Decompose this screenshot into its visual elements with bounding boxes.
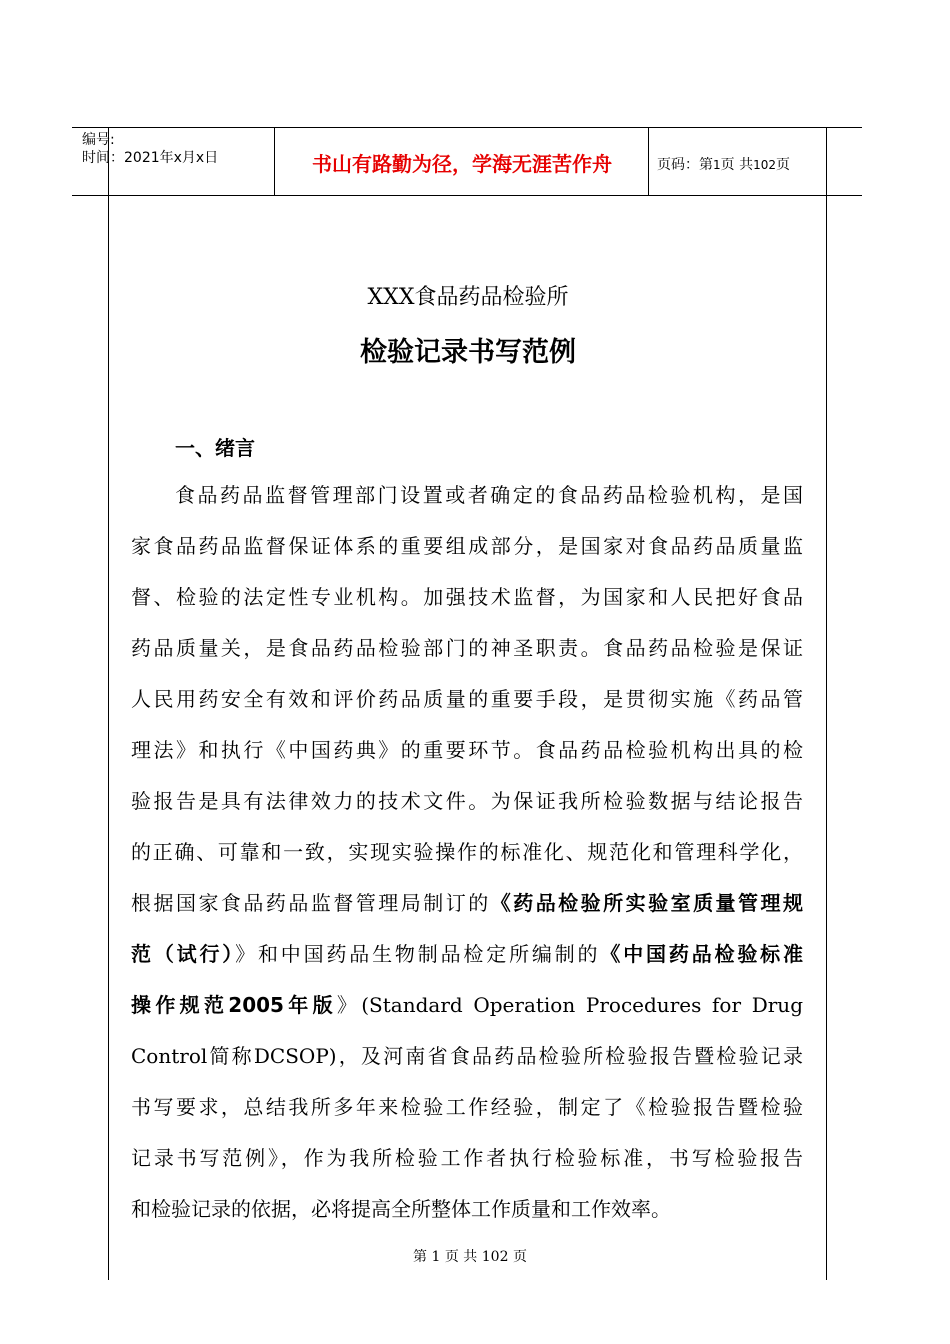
page-info-mid: 页 共 bbox=[720, 157, 754, 173]
body-line-1: 食品药品监督管理部门设置或者确定的食品药品检验机构，是国 bbox=[175, 483, 803, 507]
body-line-9 bbox=[131, 888, 803, 918]
document-number-label: 编号: bbox=[82, 132, 115, 148]
body-line-5: 人民用药安全有效和评价药品质量的重要手段，是贯彻实施《药品管 bbox=[131, 687, 803, 711]
document-date: 时间：2021年x月x日 bbox=[82, 150, 219, 166]
page-info-total: 102 bbox=[753, 158, 776, 172]
header-divider-left bbox=[274, 127, 275, 195]
header-bottom-rule bbox=[72, 195, 862, 196]
header-page-info bbox=[657, 154, 790, 174]
section-heading: 一、绪言 bbox=[175, 436, 255, 460]
body-line-9-text: 根据国家食品药品监督管理局制订的 bbox=[131, 891, 491, 915]
footer-current-page: 1 bbox=[431, 1249, 441, 1265]
body-line-10-bold-b: 《中国药品检验标准 bbox=[600, 942, 804, 966]
footer-suffix: 页 bbox=[512, 1249, 527, 1265]
footer-total-pages: 102 bbox=[481, 1249, 509, 1265]
header-motto: 书山有路勤为径，学海无涯苦作舟 bbox=[312, 152, 612, 176]
body-line-7: 验报告是具有法律效力的技术文件。为保证我所检验数据与结论报告 bbox=[131, 789, 803, 813]
body-line-3: 督、检验的法定性专业机构。加强技术监督，为国家和人民把好食品 bbox=[131, 585, 803, 609]
footer-prefix: 第 bbox=[413, 1249, 428, 1265]
page-info-current: 1 bbox=[713, 158, 721, 172]
body-line-11 bbox=[131, 990, 803, 1020]
header-divider-right bbox=[648, 127, 649, 195]
document-title: 检验记录书写范例 bbox=[360, 337, 576, 368]
body-line-10-text: 》和中国药品生物制品检定所编制的 bbox=[235, 942, 601, 966]
page-footer bbox=[0, 1246, 940, 1266]
page-info-suffix: 页 bbox=[776, 157, 790, 173]
page-frame-left bbox=[108, 127, 109, 1280]
body-line-10 bbox=[131, 939, 803, 969]
body-line-9-bold: 《药品检验所实验室质量管理规 bbox=[490, 891, 804, 915]
header-top-rule bbox=[72, 127, 862, 128]
body-line-15: 和检验记录的依据，必将提高全所整体工作质量和工作效率。 bbox=[131, 1197, 671, 1221]
body-line-13: 书写要求，总结我所多年来检验工作经验，制定了《检验报告暨检验 bbox=[131, 1095, 803, 1119]
body-line-4: 药品质量关，是食品药品检验部门的神圣职责。食品药品检验是保证 bbox=[131, 636, 803, 660]
body-line-11-text: 》(Standard Operation Procedures for Drug bbox=[336, 993, 803, 1017]
organization-title: XXX食品药品检验所 bbox=[367, 285, 569, 310]
body-line-2: 家食品药品监督保证体系的重要组成部分，是国家对食品药品质量监 bbox=[131, 534, 803, 558]
body-line-10-bold-a: 范（试行） bbox=[131, 942, 236, 966]
page-info-prefix: 页码：第 bbox=[657, 157, 713, 173]
body-line-12: Control简称DCSOP)，及河南省食品药品检验所检验报告暨检验记录 bbox=[131, 1044, 803, 1068]
footer-mid: 页 共 bbox=[444, 1249, 478, 1265]
body-line-8: 的正确、可靠和一致，实现实验操作的标准化、规范化和管理科学化， bbox=[131, 840, 803, 864]
body-line-14: 记录书写范例》，作为我所检验工作者执行检验标准，书写检验报告 bbox=[131, 1146, 803, 1170]
body-line-6: 理法》和执行《中国药典》的重要环节。食品药品检验机构出具的检 bbox=[131, 738, 803, 762]
page-frame-right bbox=[826, 127, 827, 1280]
body-line-11-bold: 操作规范2005年版 bbox=[131, 993, 337, 1017]
